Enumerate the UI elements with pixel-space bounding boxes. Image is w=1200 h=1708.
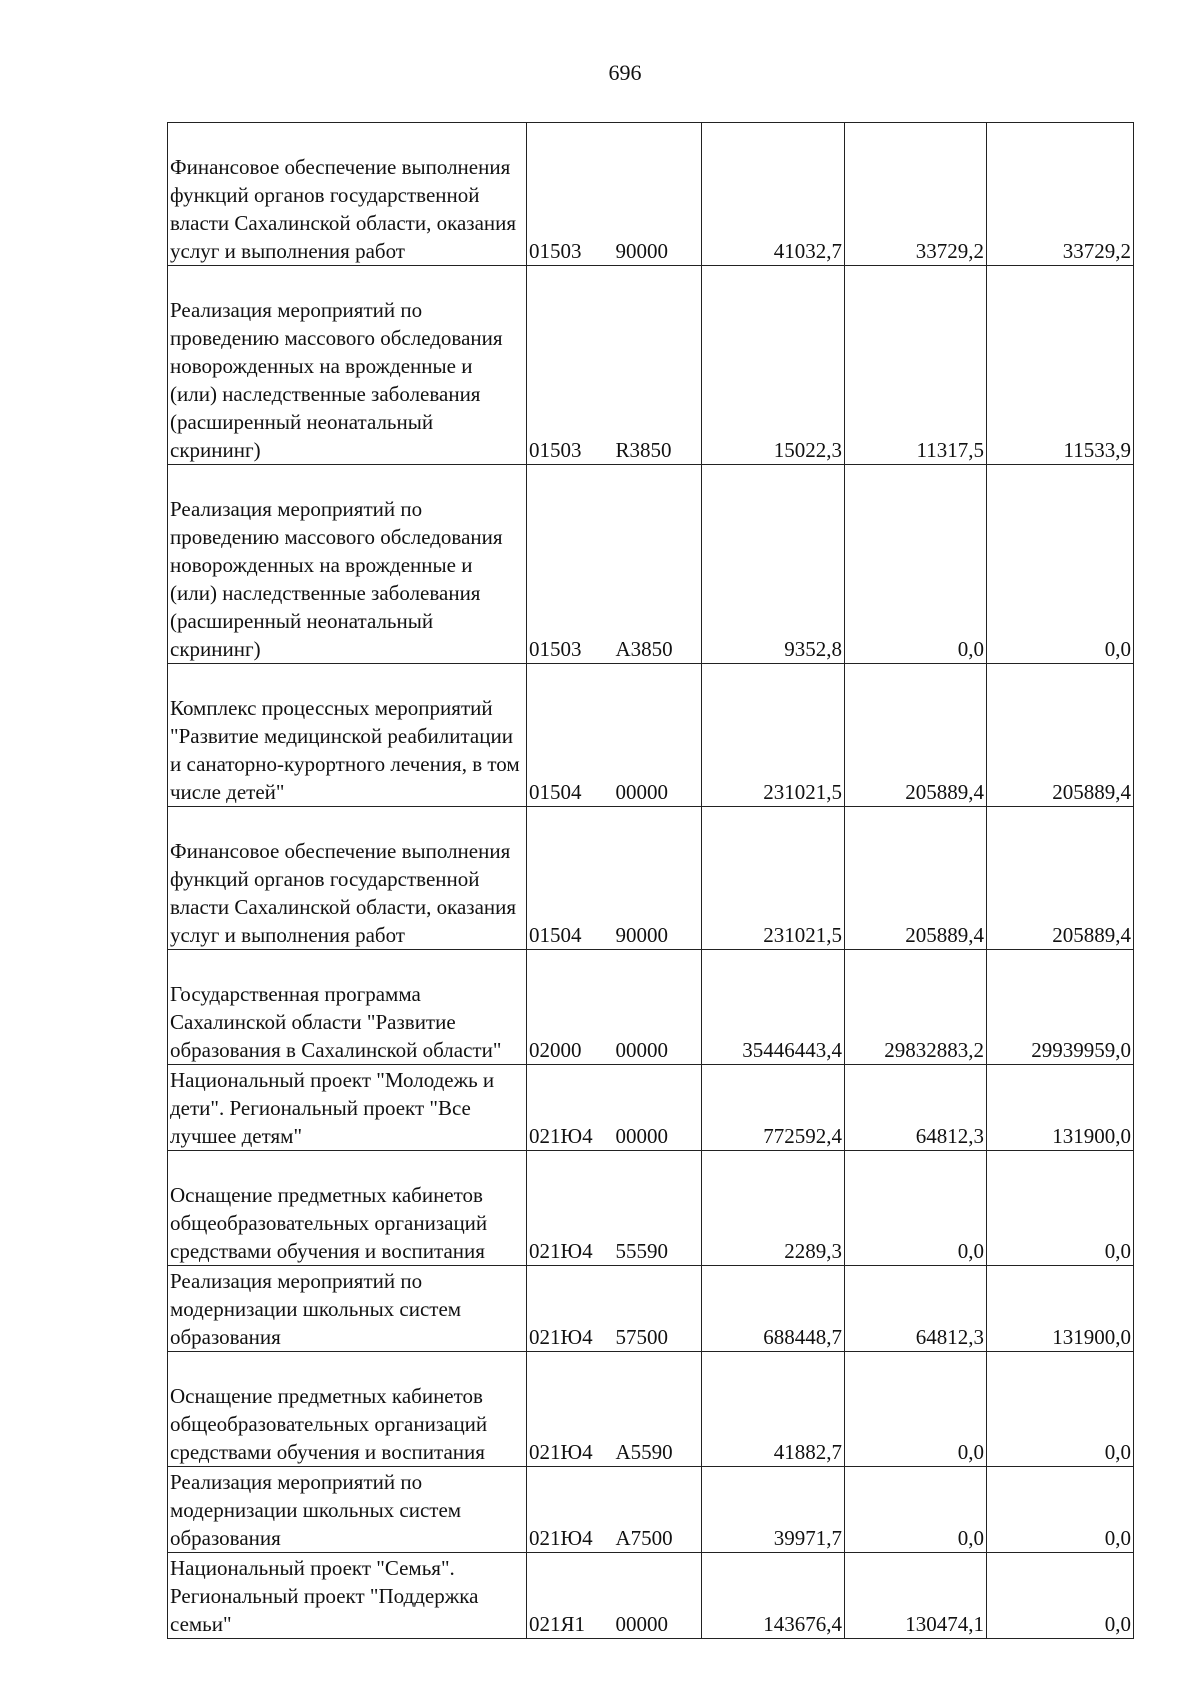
row-name: Реализация мероприятий по проведению массового обследования новорожденных на врожденные и (или) наследственные заболевания (расширенный неонатальный скрининг) <box>168 266 527 465</box>
program-code: 01503 <box>527 465 614 664</box>
value-year-1: 15022,3 <box>702 266 845 465</box>
value-year-1: 143676,4 <box>702 1553 845 1639</box>
direction-code: А7500 <box>614 1467 702 1553</box>
direction-code: А5590 <box>614 1352 702 1467</box>
table-row <box>168 1352 1134 1467</box>
value-year-3: 0,0 <box>987 465 1134 664</box>
program-code: 021Я1 <box>527 1553 614 1639</box>
program-code: 021Ю4 <box>527 1352 614 1467</box>
row-name: Реализация мероприятий по модернизации школьных систем образования <box>168 1266 527 1352</box>
program-code: 021Ю4 <box>527 1065 614 1151</box>
direction-code: 00000 <box>614 664 702 807</box>
direction-code: 00000 <box>614 1553 702 1639</box>
row-name: Реализация мероприятий по проведению массового обследования новорожденных на врожденные и (или) наследственные заболевания (расширенный неонатальный скрининг) <box>168 465 527 664</box>
table-row <box>168 950 1134 1065</box>
value-year-3: 0,0 <box>987 1467 1134 1553</box>
value-year-3: 0,0 <box>987 1352 1134 1467</box>
row-name: Финансовое обеспечение выполнения функций органов государственной власти Сахалинской области, оказания услуг и выполнения работ <box>168 123 527 266</box>
value-year-1: 231021,5 <box>702 664 845 807</box>
direction-code: 90000 <box>614 123 702 266</box>
value-year-1: 39971,7 <box>702 1467 845 1553</box>
value-year-1: 231021,5 <box>702 807 845 950</box>
value-year-3: 29939959,0 <box>987 950 1134 1065</box>
program-code: 01504 <box>527 807 614 950</box>
value-year-1: 35446443,4 <box>702 950 845 1065</box>
table-row <box>168 465 1134 664</box>
value-year-1: 772592,4 <box>702 1065 845 1151</box>
table-row <box>168 664 1134 807</box>
budget-table <box>167 122 1134 1639</box>
direction-code: 55590 <box>614 1151 702 1266</box>
row-name: Национальный проект "Семья". Региональный проект "Поддержка семьи" <box>168 1553 527 1639</box>
value-year-2: 205889,4 <box>845 664 987 807</box>
program-code: 01503 <box>527 123 614 266</box>
row-name: Оснащение предметных кабинетов общеобразовательных организаций средствами обучения и воспитания <box>168 1352 527 1467</box>
value-year-1: 9352,8 <box>702 465 845 664</box>
program-code: 01504 <box>527 664 614 807</box>
value-year-2: 0,0 <box>845 1352 987 1467</box>
direction-code: 00000 <box>614 1065 702 1151</box>
value-year-2: 130474,1 <box>845 1553 987 1639</box>
direction-code: 90000 <box>614 807 702 950</box>
value-year-2: 0,0 <box>845 1467 987 1553</box>
value-year-3: 205889,4 <box>987 664 1134 807</box>
value-year-3: 0,0 <box>987 1151 1134 1266</box>
direction-code: 00000 <box>614 950 702 1065</box>
table-row <box>168 266 1134 465</box>
program-code: 021Ю4 <box>527 1467 614 1553</box>
value-year-2: 64812,3 <box>845 1065 987 1151</box>
direction-code: А3850 <box>614 465 702 664</box>
program-code: 021Ю4 <box>527 1151 614 1266</box>
table-row <box>168 1467 1134 1553</box>
value-year-2: 64812,3 <box>845 1266 987 1352</box>
value-year-2: 11317,5 <box>845 266 987 465</box>
value-year-3: 205889,4 <box>987 807 1134 950</box>
table-row <box>168 1266 1134 1352</box>
table-row <box>168 807 1134 950</box>
value-year-3: 131900,0 <box>987 1266 1134 1352</box>
table-row <box>168 1553 1134 1639</box>
row-name: Национальный проект "Молодежь и дети". Региональный проект "Все лучшее детям" <box>168 1065 527 1151</box>
row-name: Финансовое обеспечение выполнения функций органов государственной власти Сахалинской области, оказания услуг и выполнения работ <box>168 807 527 950</box>
program-code: 02000 <box>527 950 614 1065</box>
row-name: Комплекс процессных мероприятий "Развитие медицинской реабилитации и санаторно-курортного лечения, в том числе детей" <box>168 664 527 807</box>
row-name: Реализация мероприятий по модернизации школьных систем образования <box>168 1467 527 1553</box>
program-code: 021Ю4 <box>527 1266 614 1352</box>
direction-code: R3850 <box>614 266 702 465</box>
value-year-1: 41032,7 <box>702 123 845 266</box>
table-row <box>168 1065 1134 1151</box>
value-year-1: 41882,7 <box>702 1352 845 1467</box>
row-name: Государственная программа Сахалинской области "Развитие образования в Сахалинской области" <box>168 950 527 1065</box>
row-name: Оснащение предметных кабинетов общеобразовательных организаций средствами обучения и воспитания <box>168 1151 527 1266</box>
value-year-1: 2289,3 <box>702 1151 845 1266</box>
value-year-2: 0,0 <box>845 1151 987 1266</box>
value-year-3: 33729,2 <box>987 123 1134 266</box>
value-year-3: 11533,9 <box>987 266 1134 465</box>
table-row <box>168 1151 1134 1266</box>
page-number: 696 <box>608 60 642 85</box>
direction-code: 57500 <box>614 1266 702 1352</box>
value-year-1: 688448,7 <box>702 1266 845 1352</box>
value-year-2: 0,0 <box>845 465 987 664</box>
value-year-3: 131900,0 <box>987 1065 1134 1151</box>
value-year-2: 29832883,2 <box>845 950 987 1065</box>
table-row <box>168 123 1134 266</box>
value-year-3: 0,0 <box>987 1553 1134 1639</box>
value-year-2: 33729,2 <box>845 123 987 266</box>
program-code: 01503 <box>527 266 614 465</box>
value-year-2: 205889,4 <box>845 807 987 950</box>
